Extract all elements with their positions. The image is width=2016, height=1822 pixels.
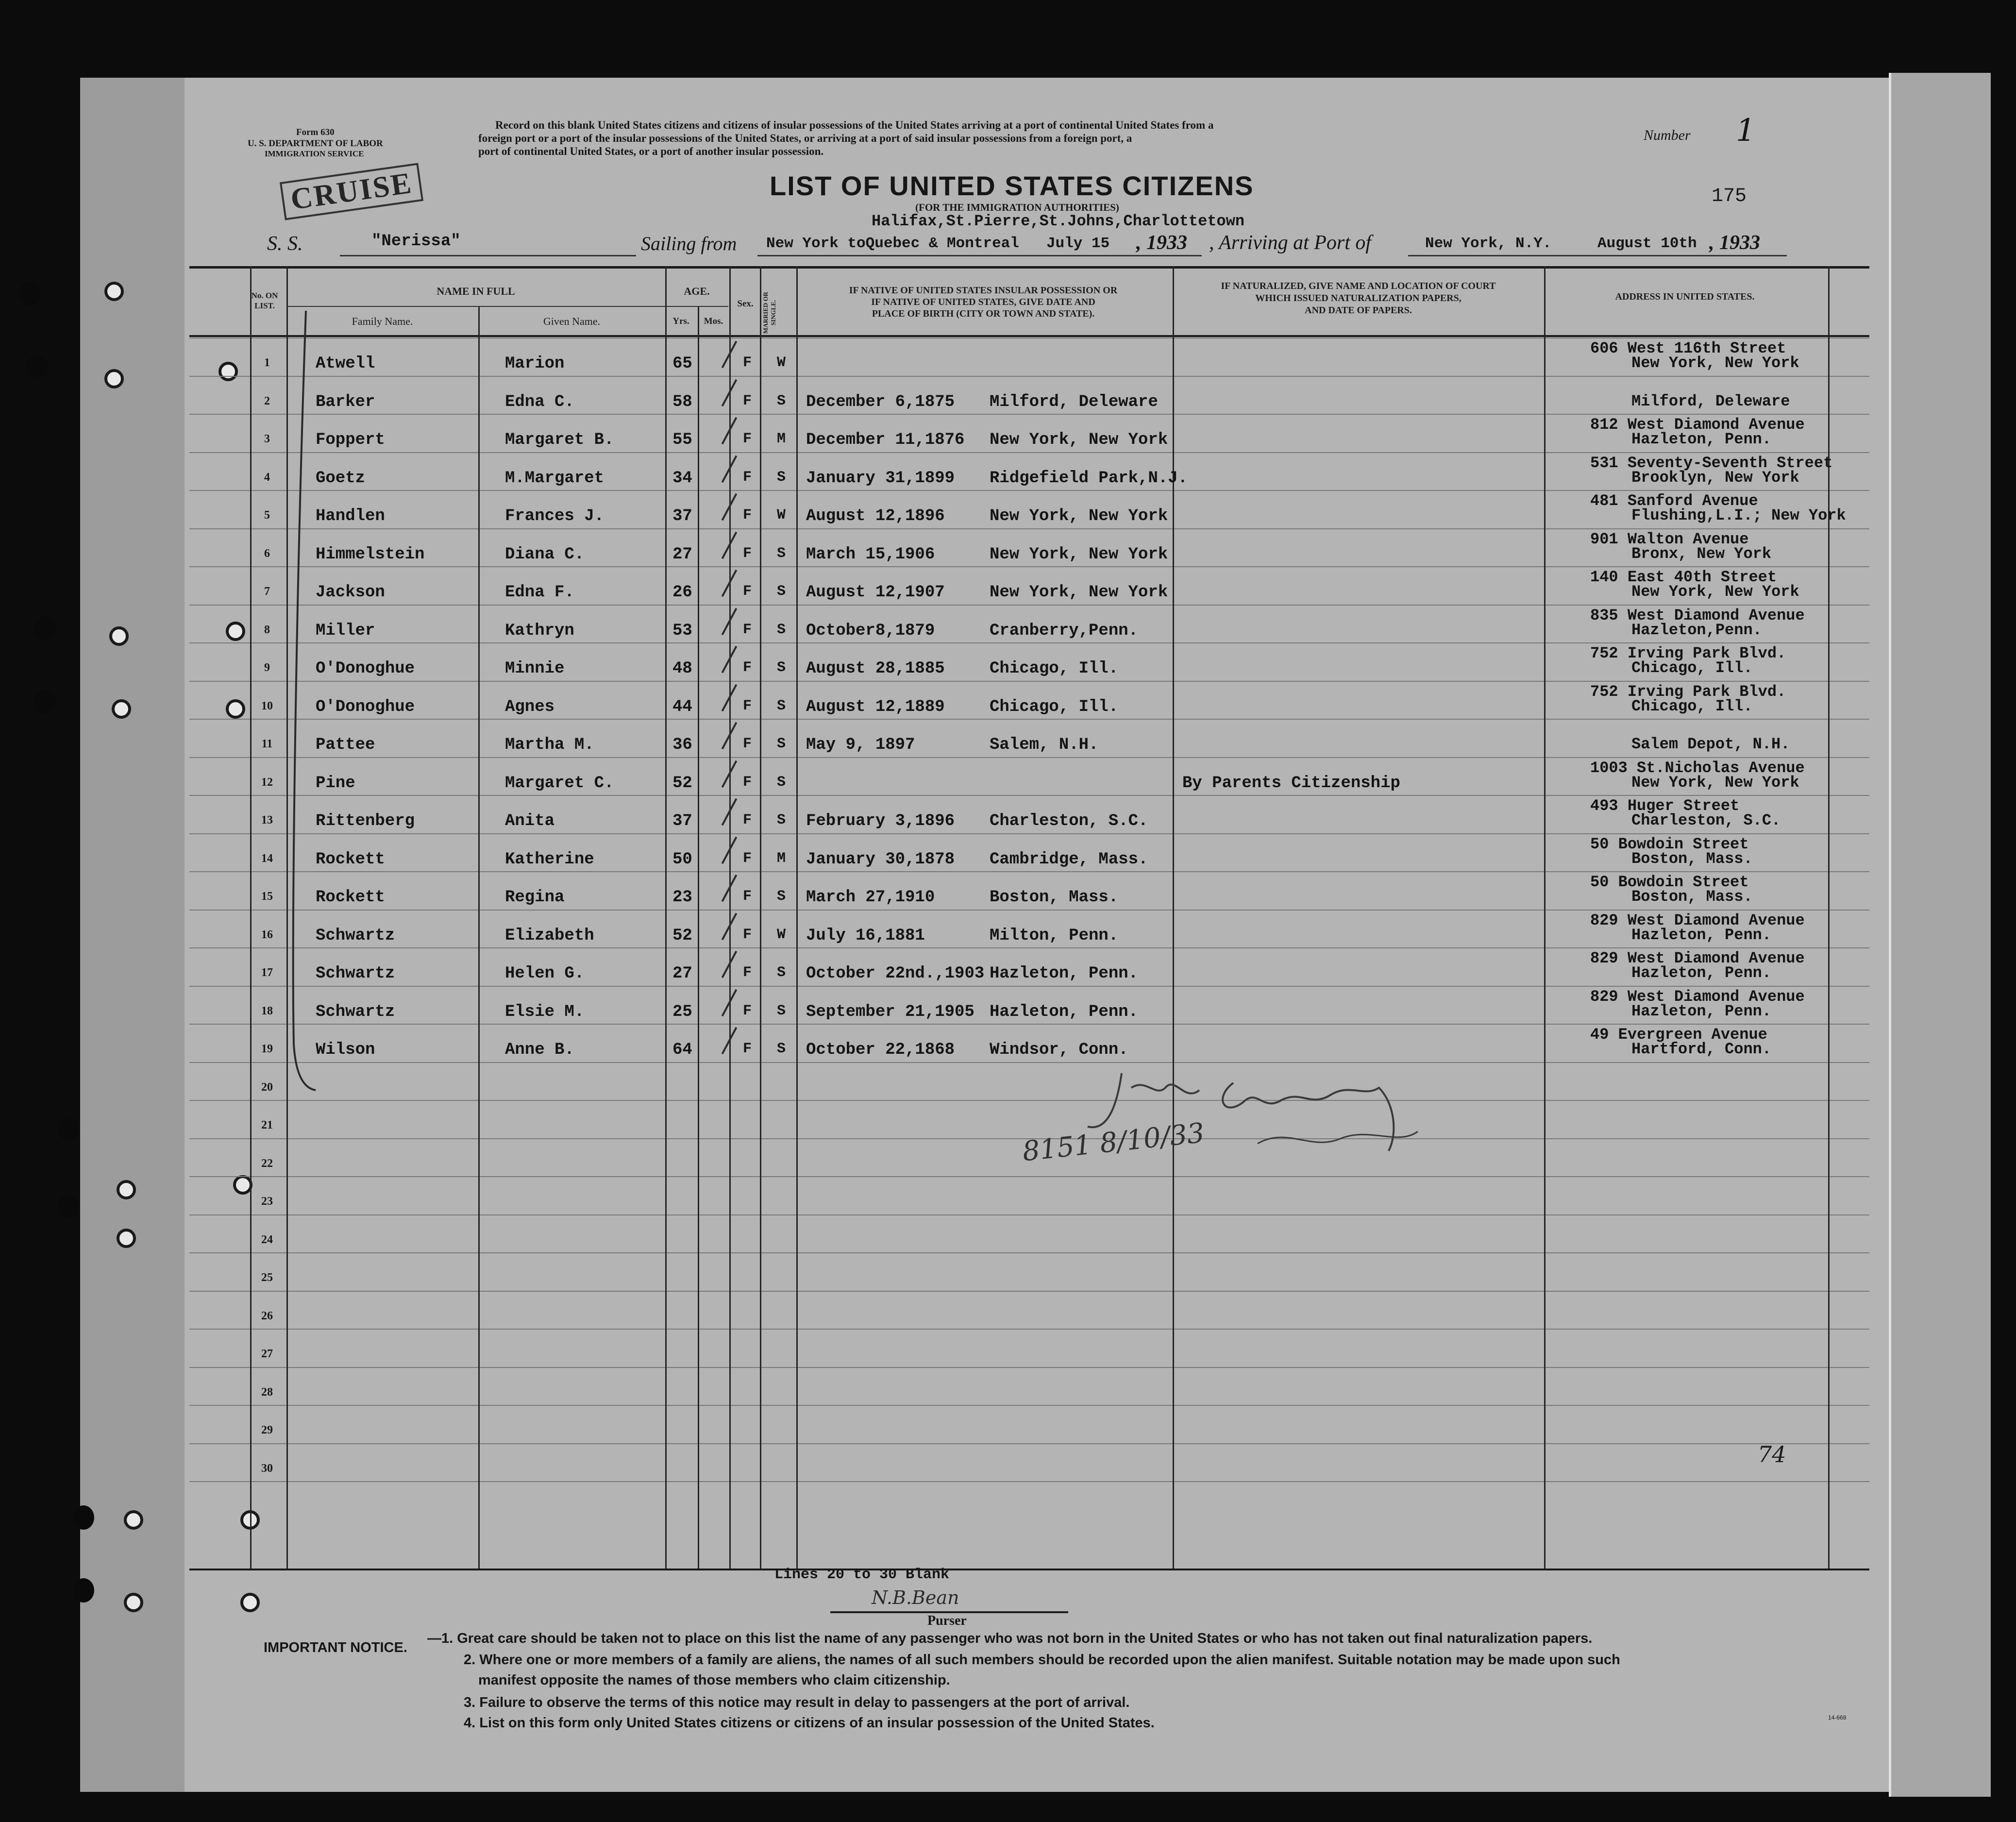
family-name: Rittenberg: [316, 812, 415, 830]
given-name: Katherine: [505, 850, 594, 869]
birth-date: September 21,1905: [806, 1003, 974, 1021]
row-number: 26: [261, 1310, 273, 1322]
family-name: Atwell: [316, 354, 375, 373]
address-line-2: Chicago, Ill.: [1631, 697, 1753, 715]
address-line-2: Hazleton, Penn.: [1631, 926, 1772, 944]
header-age: AGE.: [684, 285, 710, 297]
birth-place: Cambridge, Mass.: [990, 850, 1148, 869]
address-line-1: 50 Bowdoin Street: [1590, 835, 1749, 853]
address-line-2: Chicago, Ill.: [1631, 659, 1753, 677]
age-years: 27: [672, 964, 692, 983]
birth-place: Hazleton, Penn.: [990, 1003, 1139, 1021]
birth-date: December 11,1876: [806, 431, 965, 449]
given-name: M.Margaret: [505, 469, 605, 488]
marital-status: S: [777, 812, 786, 828]
address-line-2: Hazleton, Penn.: [1631, 1002, 1772, 1020]
address-line-2: Hazleton, Penn.: [1631, 430, 1772, 448]
arriving-date: August 10th: [1597, 235, 1697, 252]
sex: F: [743, 1003, 752, 1019]
row-number: 22: [261, 1157, 273, 1170]
notice-1: —1. Great care should be taken not to place on this list the name of any passenger who was not born in the United States or who has not taken out final naturalization papers.: [427, 1631, 1593, 1646]
blank-lines-note: Lines 20 to 30 Blank: [774, 1567, 950, 1583]
marital-status: S: [777, 469, 786, 486]
form-number: Form 630: [296, 127, 335, 137]
page-subtitle: (FOR THE IMMIGRATION AUTHORITIES): [915, 202, 1119, 213]
address-line-2: Hazleton, Penn.: [1631, 964, 1772, 982]
birth-place: Ridgefield Park,N.J.: [990, 469, 1188, 488]
address-line-1: 50 Bowdoin Street: [1590, 873, 1749, 891]
address-line-1: 1003 St.Nicholas Avenue: [1590, 759, 1805, 777]
sex: F: [743, 354, 752, 371]
address-line-2: New York, New York: [1631, 774, 1799, 792]
row-number: 30: [261, 1462, 273, 1475]
address-line-1: 752 Irving Park Blvd.: [1590, 644, 1786, 662]
marital-status: S: [777, 1003, 786, 1019]
row-number: 7: [264, 585, 270, 598]
row-number: 15: [261, 890, 273, 903]
page-number: 175: [1712, 186, 1747, 207]
birth-date: May 9, 1897: [806, 736, 915, 754]
page-title: LIST OF UNITED STATES CITIZENS: [770, 170, 1254, 201]
naturalization: By Parents Citizenship: [1182, 774, 1400, 793]
family-name: Barker: [316, 393, 375, 411]
address-line-1: 829 West Diamond Avenue: [1590, 911, 1805, 929]
row-number: 27: [261, 1348, 273, 1360]
age-years: 64: [672, 1041, 692, 1059]
given-name: Elsie M.: [505, 1003, 585, 1021]
sex: F: [743, 888, 752, 905]
birth-place: Chicago, Ill.: [990, 698, 1119, 716]
age-years: 26: [672, 583, 692, 602]
birth-date: January 31,1899: [806, 469, 955, 488]
given-name: Elizabeth: [505, 927, 594, 945]
header-birth-3: PLACE OF BIRTH (CITY OR TOWN AND STATE).: [872, 308, 1095, 319]
row-number: 2: [264, 395, 270, 407]
sex: F: [743, 698, 752, 714]
address-line-2: Salem Depot, N.H.: [1631, 735, 1790, 753]
birth-date: December 6,1875: [806, 393, 955, 411]
row-number: 25: [261, 1271, 273, 1284]
sex: F: [743, 850, 752, 867]
address-line-1: 140 East 40th Street: [1590, 568, 1777, 586]
sex: F: [743, 964, 752, 981]
notice-3: 3. Failure to observe the terms of this notice may result in delay to passengers at the port of arrival.: [464, 1695, 1130, 1710]
given-name: Margaret C.: [505, 774, 614, 793]
birth-place: New York, New York: [990, 431, 1168, 449]
birth-place: Charleston, S.C.: [990, 812, 1148, 830]
birth-place: Cranberry,Penn.: [990, 622, 1139, 640]
given-name: Frances J.: [505, 507, 605, 525]
sailing-label: Sailing from: [641, 233, 737, 254]
sex: F: [743, 393, 752, 409]
age-years: 27: [672, 545, 692, 564]
address-line-1: 493 Huger Street: [1590, 797, 1740, 815]
ss-label: S. S.: [267, 233, 303, 255]
address-line-2: Charleston, S.C.: [1631, 811, 1781, 829]
family-name: Miller: [316, 622, 375, 640]
marital-status: S: [777, 545, 786, 562]
age-years: 34: [672, 469, 692, 488]
birth-date: August 12,1907: [806, 583, 945, 602]
marital-status: S: [777, 393, 786, 409]
family-name: Jackson: [316, 583, 385, 602]
purser-label: Purser: [927, 1613, 967, 1628]
sex: F: [743, 507, 752, 523]
family-name: Foppert: [316, 431, 385, 449]
birth-date: October 22,1868: [806, 1041, 955, 1059]
sex: F: [743, 927, 752, 943]
instructions-line-2: foreign port or a port of the insular possessions of the United States, or arriving at a port of said insular possessions from a foreign port, a: [478, 132, 1132, 144]
birth-place: Milton, Penn.: [990, 927, 1119, 945]
address-line-1: 829 West Diamond Avenue: [1590, 988, 1805, 1006]
row-number: 17: [261, 966, 273, 979]
address-line-2: New York, New York: [1631, 354, 1799, 372]
address-line-2: Milford, Deleware: [1631, 392, 1790, 410]
age-years: 48: [672, 659, 692, 678]
row-number: 21: [261, 1119, 273, 1131]
sex: F: [743, 622, 752, 638]
given-name: Martha M.: [505, 736, 594, 754]
age-years: 52: [672, 927, 692, 945]
header-given-name: Given Name.: [543, 315, 601, 327]
instructions-line-3: port of continental United States, or a port of another insular possession.: [478, 145, 824, 157]
age-years: 55: [672, 431, 692, 449]
address-line-1: 49 Evergreen Avenue: [1590, 1026, 1767, 1044]
given-name: Helen G.: [505, 964, 585, 983]
row-number: 23: [261, 1195, 273, 1208]
address-line-2: Boston, Mass.: [1631, 850, 1753, 868]
birth-date: January 30,1878: [806, 850, 955, 869]
family-name: Schwartz: [316, 1003, 395, 1021]
birth-place: Chicago, Ill.: [990, 659, 1119, 678]
sex: F: [743, 469, 752, 486]
given-name: Edna F.: [505, 583, 574, 602]
address-line-1: 812 West Diamond Avenue: [1590, 416, 1805, 434]
address-line-2: Bronx, New York: [1631, 545, 1772, 563]
purser-signature: N.B.Bean: [872, 1587, 959, 1608]
address-line-2: Boston, Mass.: [1631, 888, 1753, 906]
given-name: Anne B.: [505, 1041, 574, 1059]
row-number: 24: [261, 1233, 273, 1246]
marital-status: S: [777, 583, 786, 600]
age-years: 44: [672, 698, 692, 716]
birth-date: October 22nd.,1903: [806, 964, 985, 983]
row-number: 11: [261, 738, 273, 750]
birth-place: New York, New York: [990, 545, 1168, 564]
age-years: 37: [672, 507, 692, 525]
birth-date: August 12,1896: [806, 507, 945, 525]
header-birth-2: IF NATIVE OF UNITED STATES, GIVE DATE AND: [871, 297, 1095, 307]
family-name: Himmelstein: [316, 545, 425, 564]
header-address: ADDRESS IN UNITED STATES.: [1615, 291, 1755, 302]
family-name: Pine: [316, 774, 355, 793]
sailing-year: , 1933: [1136, 232, 1187, 254]
birth-date: August 28,1885: [806, 659, 945, 678]
marital-status: S: [777, 888, 786, 905]
age-years: 52: [672, 774, 692, 793]
age-years: 37: [672, 812, 692, 830]
sailing-date: July 15: [1046, 235, 1110, 252]
header-mos: Mos.: [704, 316, 723, 326]
row-number: 20: [261, 1081, 273, 1094]
birth-place: Hazleton, Penn.: [990, 964, 1139, 983]
bracket-stroke: [293, 311, 316, 1090]
birth-place: Windsor, Conn.: [990, 1041, 1128, 1059]
notice-2a: 2. Where one or more members of a family are aliens, the names of all such members should be recorded upon the alien manifest. Suitable notation may be made upon such: [464, 1652, 1620, 1668]
notice-label: IMPORTANT NOTICE.: [264, 1640, 407, 1655]
marital-status: W: [777, 927, 786, 943]
birth-place: Boston, Mass.: [990, 888, 1119, 907]
birth-date: March 15,1906: [806, 545, 935, 564]
header-no-on-list: No. ON LIST.: [251, 291, 278, 310]
header-naturalized-2: WHICH ISSUED NATURALIZATION PAPERS,: [1255, 293, 1462, 304]
row-number: 6: [264, 547, 270, 560]
address-line-1: 835 West Diamond Avenue: [1590, 607, 1805, 624]
address-line-2: New York, New York: [1631, 583, 1799, 601]
address-line-1: 752 Irving Park Blvd.: [1590, 683, 1786, 701]
given-name: Margaret B.: [505, 431, 614, 449]
header-name-in-full: NAME IN FULL: [437, 285, 515, 297]
row-number: 5: [264, 509, 270, 522]
header-family-name: Family Name.: [352, 315, 413, 327]
family-name: Schwartz: [316, 927, 395, 945]
notice-4: 4. List on this form only United States citizens or citizens of an insular possession of the United States.: [464, 1715, 1155, 1731]
annotation-text: 8151 8/10/33: [1021, 1117, 1206, 1168]
marital-status: W: [777, 507, 786, 523]
age-years: 36: [672, 736, 692, 754]
number-value: 1: [1736, 113, 1756, 149]
header-yrs: Yrs.: [672, 316, 689, 326]
given-name: Edna C.: [505, 393, 574, 411]
marital-status: S: [777, 964, 786, 981]
row-number: 1: [264, 356, 270, 369]
marital-status: W: [777, 354, 786, 371]
birth-date: October8,1879: [806, 622, 935, 640]
age-years: 50: [672, 850, 692, 869]
birth-date: July 16,1881: [806, 927, 925, 945]
given-name: Regina: [505, 888, 565, 907]
service-label: IMMIGRATION SERVICE: [265, 149, 364, 158]
row-number: 19: [261, 1043, 273, 1055]
family-name: O'Donoghue: [316, 698, 415, 716]
address-line-2: Brooklyn, New York: [1631, 469, 1799, 487]
given-name: Marion: [505, 354, 565, 373]
family-name: Schwartz: [316, 964, 395, 983]
number-label: Number: [1644, 127, 1691, 143]
address-line-1: 829 West Diamond Avenue: [1590, 949, 1805, 967]
birth-place: Milford, Deleware: [990, 393, 1158, 411]
sex: F: [743, 583, 752, 600]
ports-via: Halifax,St.Pierre,St.Johns,Charlottetown: [872, 212, 1245, 230]
birth-place: New York, New York: [990, 583, 1168, 602]
given-name: Kathryn: [505, 622, 574, 640]
row-number: 12: [261, 776, 273, 789]
row-number: 28: [261, 1386, 273, 1399]
sex: F: [743, 659, 752, 676]
address-line-2: Flushing,L.I.; New York: [1631, 506, 1846, 524]
given-name: Diana C.: [505, 545, 585, 564]
row-number: 13: [261, 814, 273, 827]
row-number: 18: [261, 1005, 273, 1017]
row-number: 9: [264, 661, 270, 674]
marital-status: M: [777, 431, 786, 447]
header-married-single: MARRIED OR SINGLE.: [762, 291, 777, 334]
birth-date: August 12,1889: [806, 698, 945, 716]
family-name: Goetz: [316, 469, 366, 488]
address-line-1: 901 Walton Avenue: [1590, 530, 1749, 548]
given-name: Anita: [505, 812, 555, 830]
header-sex: Sex.: [737, 299, 754, 309]
arriving-year: , 1933: [1709, 232, 1760, 254]
address-line-2: Hazleton,Penn.: [1631, 621, 1762, 639]
cruise-stamp: CRUISE: [280, 163, 423, 220]
family-name: Handlen: [316, 507, 385, 525]
marital-status: S: [777, 1041, 786, 1057]
row-number: 14: [261, 852, 273, 865]
department-label: U. S. DEPARTMENT OF LABOR: [248, 138, 383, 149]
row-number: 8: [264, 624, 270, 636]
header-birth-1: IF NATIVE OF UNITED STATES INSULAR POSSESSION OR: [849, 285, 1118, 296]
birth-place: New York, New York: [990, 507, 1168, 525]
marital-status: S: [777, 736, 786, 752]
birth-place: Salem, N.H.: [990, 736, 1099, 754]
address-line-1: 606 West 116th Street: [1590, 339, 1786, 357]
sailing-from: New York toQuebec & Montreal: [766, 235, 1019, 252]
row-number: 16: [261, 928, 273, 941]
age-years: 53: [672, 622, 692, 640]
header-naturalized-1: IF NATURALIZED, GIVE NAME AND LOCATION OF COURT: [1221, 281, 1496, 291]
family-name: O'Donoghue: [316, 659, 415, 678]
row-number: 3: [264, 433, 270, 445]
family-name: Rockett: [316, 888, 385, 907]
instructions-line-1: Record on this blank United States citizens and citizens of insular possessions of the United States arriving at a port of continental United States from a: [495, 119, 1214, 131]
family-name: Rockett: [316, 850, 385, 869]
arriving-port: New York, N.Y.: [1425, 235, 1552, 252]
birth-date: February 3,1896: [806, 812, 955, 830]
footer-code: 14-668: [1828, 1714, 1847, 1721]
notice-2b: manifest opposite the names of those members who claim citizenship.: [478, 1672, 950, 1688]
sex: F: [743, 736, 752, 752]
given-name: Minnie: [505, 659, 565, 678]
marital-status: S: [777, 698, 786, 714]
marital-status: S: [777, 622, 786, 638]
row-number: 4: [264, 471, 270, 484]
sex: F: [743, 812, 752, 828]
age-years: 25: [672, 1003, 692, 1021]
address-line-2: Hartford, Conn.: [1631, 1040, 1772, 1058]
row-number: 10: [261, 700, 273, 712]
age-years: 23: [672, 888, 692, 907]
age-years: 58: [672, 393, 692, 411]
family-name: Wilson: [316, 1041, 375, 1059]
arriving-label: , Arriving at Port of: [1209, 232, 1372, 254]
age-years: 65: [672, 354, 692, 373]
sex: F: [743, 545, 752, 562]
address-line-1: 481 Sanford Avenue: [1590, 492, 1758, 510]
marital-status: S: [777, 774, 786, 791]
row-number: 29: [261, 1424, 273, 1436]
sex: F: [743, 431, 752, 447]
marital-status: S: [777, 659, 786, 676]
address-line-1: 531 Seventy-Seventh Street: [1590, 454, 1833, 472]
marital-status: M: [777, 850, 786, 867]
family-name: Pattee: [316, 736, 375, 754]
birth-date: March 27,1910: [806, 888, 935, 907]
sex: F: [743, 774, 752, 791]
side-mark: 74: [1758, 1441, 1786, 1468]
ship-name: "Nerissa": [371, 232, 461, 251]
header-naturalized-3: AND DATE OF PAPERS.: [1305, 305, 1412, 316]
sex: F: [743, 1041, 752, 1057]
given-name: Agnes: [505, 698, 555, 716]
